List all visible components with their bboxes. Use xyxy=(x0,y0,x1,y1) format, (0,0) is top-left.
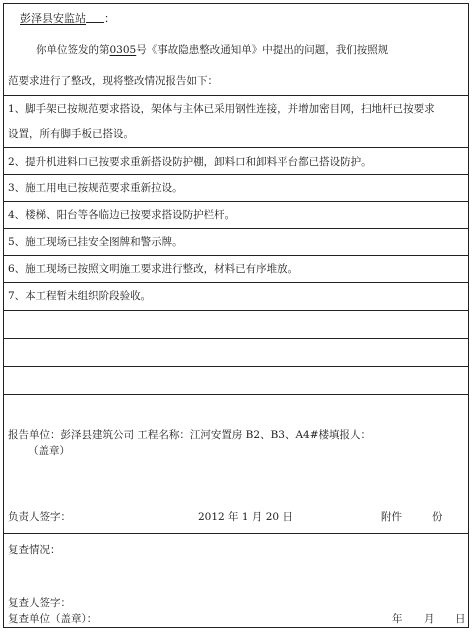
row-divider xyxy=(3,147,469,148)
review-month: 月 xyxy=(424,613,435,625)
row-divider xyxy=(3,228,469,229)
addressee: 彭泽县安监站 xyxy=(20,12,86,25)
row-divider xyxy=(3,174,469,175)
empty-row-divider xyxy=(3,338,469,339)
section-divider xyxy=(3,533,469,534)
addressee-line xyxy=(20,12,115,24)
row-divider xyxy=(3,282,469,283)
intro-suffix: 号《事故隐患整改通知单》中提出的问题，我们按照规 xyxy=(136,44,389,56)
review-unit-label: 复查单位（盖章）： xyxy=(8,613,98,625)
principal-signature-label: 负责人签字： xyxy=(8,511,71,523)
attachment-copies: 份 xyxy=(432,511,443,523)
review-status-label: 复查情况： xyxy=(8,544,61,556)
review-day: 日 xyxy=(455,613,466,625)
item-6: 6、施工现场已按照文明施工要求进行整改，材料已有序堆放。 xyxy=(8,263,299,275)
form-border xyxy=(3,3,469,628)
item-7: 7、本工程暂未组织阶段验收。 xyxy=(8,290,152,302)
intro-prefix: 你单位签发的第 xyxy=(36,44,110,56)
item-3: 3、施工用电已按规范要求重新拉设。 xyxy=(8,182,183,194)
report-unit-line: 报告单位：彭泽县建筑公司 工程名称：江河安置房 B2、B3、A4#楼填报人： xyxy=(8,429,372,441)
report-seal: （盖章） xyxy=(28,445,70,457)
addressee-colon: ： xyxy=(104,12,115,25)
row-divider xyxy=(3,95,469,96)
item-1-line-2: 设置，所有脚手板已搭设。 xyxy=(8,128,134,140)
row-divider xyxy=(3,255,469,256)
item-5: 5、施工现场已挂安全图牌和警示牌。 xyxy=(8,236,183,248)
row-divider xyxy=(3,310,469,311)
item-2: 2、提升机进料口已按要求重新搭设防护棚，卸料口和卸料平台都已搭设防护。 xyxy=(8,156,372,168)
addressee-underline xyxy=(86,12,104,23)
empty-row-divider xyxy=(3,394,469,395)
report-date: 2012 年 1 月 20 日 xyxy=(198,511,293,523)
item-4: 4、楼梯、阳台等各临边已按要求搭设防护栏杆。 xyxy=(8,209,236,221)
item-1-line-1: 1、脚手架已按规范要求搭设，架体与主体已采用钢性连接，并增加密目网，扫地杆已按要求 xyxy=(8,103,435,115)
intro-line-2: 范要求进行了整改，现将整改情况报告如下： xyxy=(8,75,218,87)
reviewer-signature-label: 复查人签字： xyxy=(8,597,71,609)
notice-number: 0305 xyxy=(109,44,137,56)
intro-line-1 xyxy=(36,45,388,56)
empty-row-divider xyxy=(3,366,469,367)
attachment-label: 附件 xyxy=(381,511,402,523)
review-year: 年 xyxy=(392,613,403,625)
row-divider xyxy=(3,201,469,202)
